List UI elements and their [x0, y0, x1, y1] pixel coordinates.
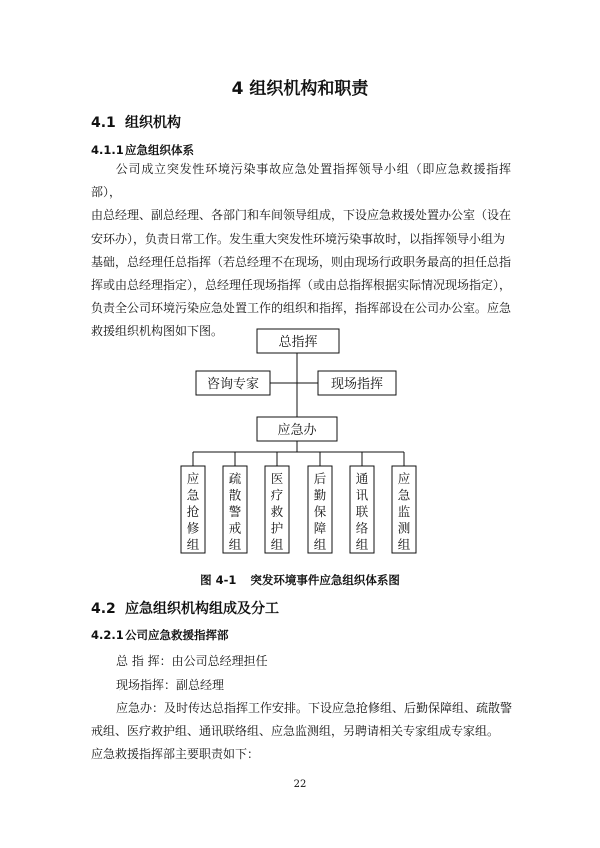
- paragraph-line: 安环办），负责日常工作。发生重大突发性环境污染事故时，以指挥领导小组为: [91, 231, 506, 246]
- group-label: 疏散警戒组: [228, 471, 242, 552]
- figure-title: 突发环境事件应急组织体系图: [250, 573, 400, 587]
- figure-caption: [0, 572, 600, 588]
- subsection-number: 4.1.1: [91, 143, 124, 157]
- role-label: 现场指挥：: [116, 678, 177, 692]
- figure-number: 图 4-1: [200, 573, 237, 587]
- closing-line: 应急救援指挥部主要职责如下：: [91, 747, 260, 761]
- paragraph-line: 负责全公司环境污染应急处置工作的组织和指挥，指挥部设在公司办公室。应急: [91, 301, 512, 316]
- section-number: 4.2: [91, 601, 116, 617]
- role-value: 副总经理: [176, 678, 225, 692]
- paragraph-line: 由总经理、副总经理、各部门和车间领导组成，下设应急救援处置办公室（设在: [91, 208, 512, 223]
- node-commander: 总指挥: [278, 335, 318, 350]
- node-emergency-office: 应急办: [277, 423, 317, 438]
- subsection-title: 公司应急救援指挥部: [125, 628, 229, 642]
- subsection-title: 应急组织体系: [125, 143, 194, 157]
- group-label: 医疗救护组: [270, 471, 284, 552]
- role-site-commander: [116, 676, 224, 693]
- org-chart-connectors: [193, 353, 404, 466]
- role-value: 由公司总经理担任: [171, 654, 268, 668]
- section-title: 应急组织机构组成及分工: [125, 601, 279, 617]
- subsection-heading-4-2-1: [91, 627, 229, 643]
- group-label: 应急抢修组: [186, 471, 200, 552]
- chapter-title: 4 组织机构和职责: [231, 79, 369, 99]
- section-number: 4.1: [91, 115, 116, 131]
- group-label: 后勤保障组: [313, 471, 327, 552]
- group-label: 通讯联络组: [355, 471, 369, 552]
- group-labels: [187, 471, 411, 552]
- section-heading-4-2: [91, 598, 279, 618]
- paragraph-line: 公司成立突发性环境污染事故应急处置指挥领导小组（即应急救援指挥部），: [91, 162, 511, 200]
- node-site-commander: 现场指挥: [330, 377, 384, 392]
- role-label: 总 指 挥：: [116, 654, 172, 668]
- paragraph-line: 救援组织机构图如下图。: [91, 324, 224, 339]
- page-number: 22: [293, 779, 307, 790]
- paragraph-line: 基础，总经理任总指挥（若总经理不在现场，则由现场行政职务最高的担任总指: [91, 254, 512, 269]
- section-title: 组织机构: [125, 115, 181, 131]
- group-label: 应急监测组: [397, 471, 411, 552]
- node-experts: 咨询专家: [206, 377, 260, 392]
- office-desc-line-2: 戒组、医疗救护组、通讯联络组、应急监测组，另聘请相关专家组成专家组。: [91, 724, 500, 738]
- office-desc-line-1: 应急办：及时传达总指挥工作安排。下设应急抢修组、后勤保障组、疏散警: [116, 701, 513, 715]
- subsection-number: 4.2.1: [91, 628, 124, 642]
- role-commander: [116, 652, 268, 669]
- paragraph-line: 挥或由总经理指定），总经理任现场指挥（或由总指挥根据实际情况现场指定），: [91, 278, 512, 293]
